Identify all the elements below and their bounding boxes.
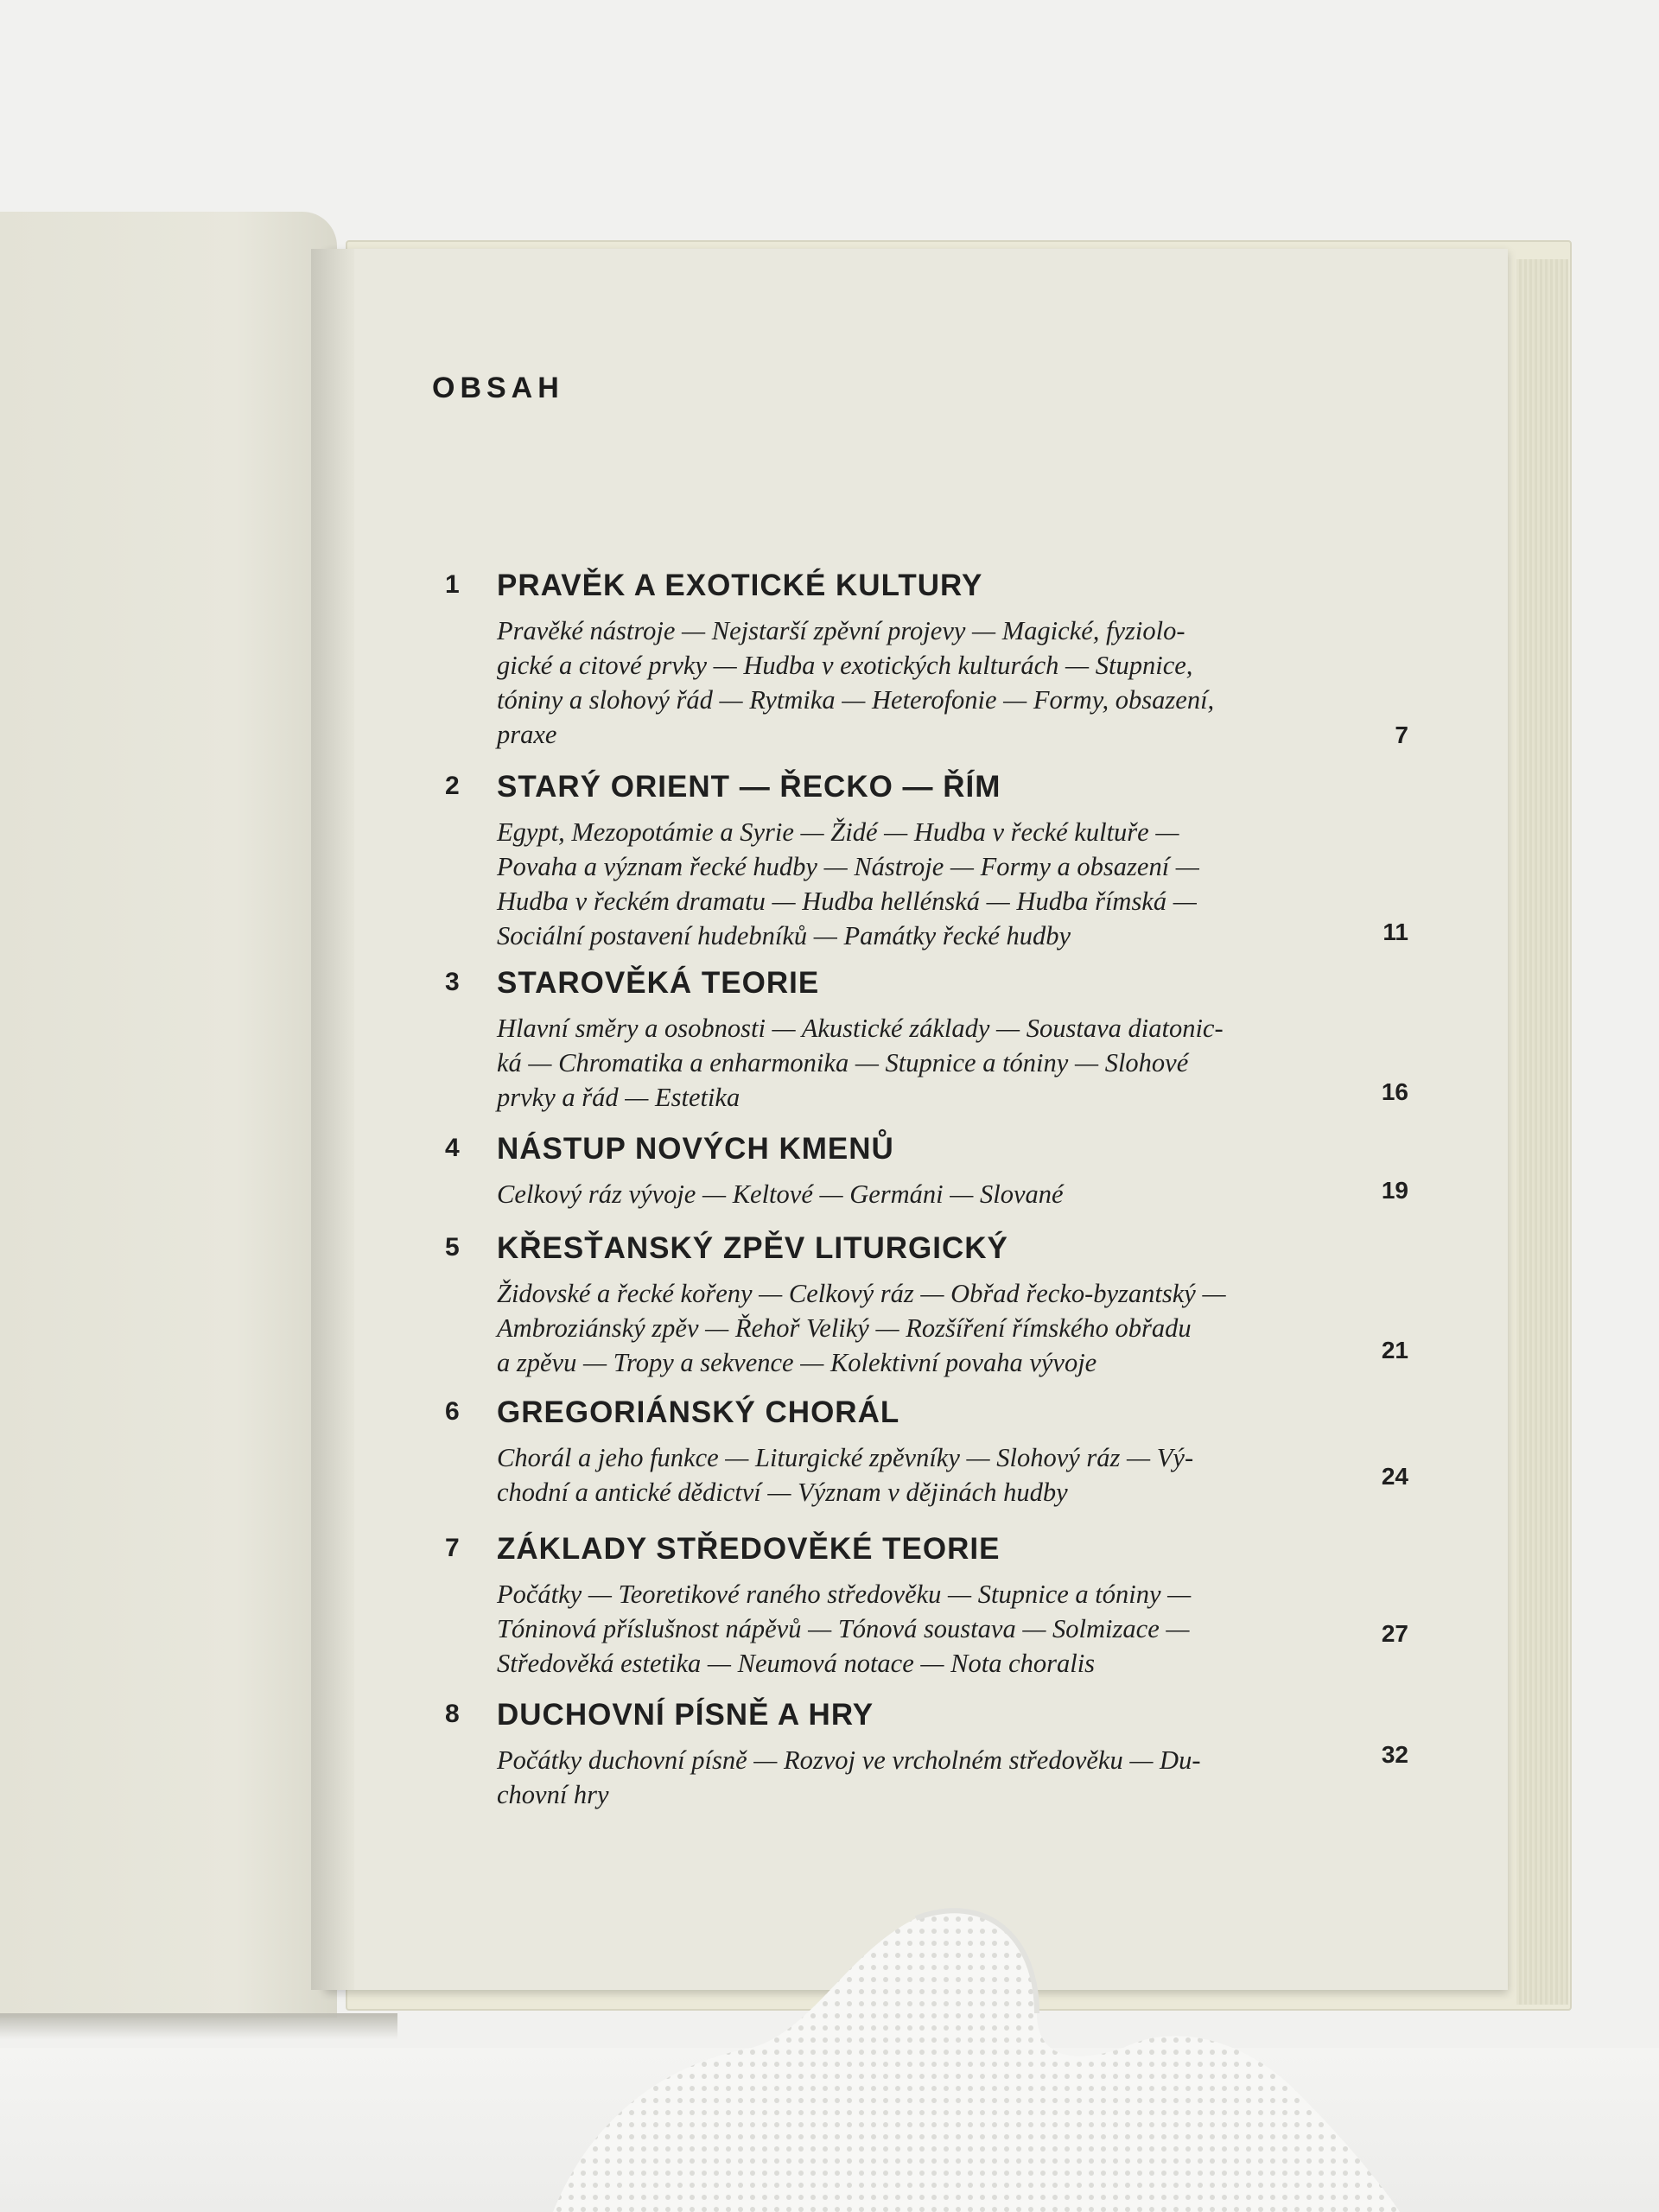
chapter-number: 5 [445,1233,460,1262]
glove-hand [553,1901,1400,2212]
chapter-number: 2 [445,772,460,800]
chapter-number: 3 [445,968,460,996]
chapter-description: Počátky — Teoretikové raného středověku — Stupnice a tóniny — Tóninová příslušnost nápěvů — Tónová soustava — Solmizace — Středověká estetika — Neumová notace — Nota choralis [497,1580,1192,1678]
chapter-page-number: 19 [1381,1177,1408,1204]
chapter-number: 8 [445,1700,460,1728]
chapter-page-number: 24 [1381,1463,1408,1490]
left-page [0,212,337,2018]
chapter-description: Egypt, Mezopotámie a Syrie — Židé — Hudba v řecké kultuře — Povaha a význam řecké hudby — Nástroje — Formy a obsazení — Hudba v řeckém dramatu — Hudba hellénská — Hudba římská — Sociální postavení hudebníků — Památky řecké hudby [497,817,1199,950]
chapter-page-number: 7 [1395,721,1408,748]
book-shadow [0,2013,397,2039]
chapter-page-number: 27 [1381,1620,1408,1647]
chapter-title: STAROVĚKÁ TEORIE [497,966,820,1000]
chapter-description: Počátky duchovní písně — Rozvoj ve vrcholném středověku — Du- chovní hry [497,1745,1201,1809]
chapter-title: NÁSTUP NOVÝCH KMENŮ [497,1132,894,1166]
chapter-number: 7 [445,1534,460,1562]
chapter-page-number: 32 [1381,1741,1408,1768]
chapter-title: STARÝ ORIENT — ŘECKO — ŘÍM [497,770,1001,804]
chapter-page-number: 21 [1381,1337,1408,1363]
chapter-number: 4 [445,1134,460,1162]
chapter-page-number: 11 [1382,918,1408,945]
chapter-description: Pravěké nástroje — Nejstarší zpěvní projevy — Magické, fyziolo- gické a citové prvky — Hudba v exotických kulturách — Stupnice, tóniny a slohový řád — Rytmika — Heterofonie — Formy, obsazení, praxe [497,616,1215,749]
cover-spine-edge [1516,259,1568,2005]
toc-title: OBSAH [432,372,564,404]
chapter-title: DUCHOVNÍ PÍSNĚ A HRY [497,1698,874,1732]
chapter-description: Celkový ráz vývoje — Keltové — Germáni — Slované [497,1179,1064,1209]
chapter-number: 1 [445,570,460,599]
chapter-title: PRAVĚK A EXOTICKÉ KULTURY [497,569,983,602]
chapter-number: 6 [445,1397,460,1426]
chapter-description: Hlavní směry a osobnosti — Akustické základy — Soustava diatonic- ká — Chromatika a enharmonika — Stupnice a tóniny — Slohové prvky a řád — Estetika [497,1014,1224,1112]
chapter-title: GREGORIÁNSKÝ CHORÁL [497,1395,900,1429]
chapter-page-number: 16 [1381,1078,1408,1105]
chapter-description: Židovské a řecké kořeny — Celkový ráz — Obřad řecko-byzantský — Ambroziánský zpěv — Řehoř Veliký — Rozšíření římského obřadu a zpěvu — Tropy a sekvence — Kolektivní povaha vývoje [497,1279,1226,1377]
chapter-title: KŘESŤANSKÝ ZPĚV LITURGICKÝ [497,1231,1008,1265]
book-gutter [311,249,354,1990]
chapter-description: Chorál a jeho funkce — Liturgické zpěvníky — Slohový ráz — Vý- chodní a antické dědictví — Význam v dějinách hudby [497,1443,1194,1507]
chapter-title: ZÁKLADY STŘEDOVĚKÉ TEORIE [497,1532,1001,1566]
